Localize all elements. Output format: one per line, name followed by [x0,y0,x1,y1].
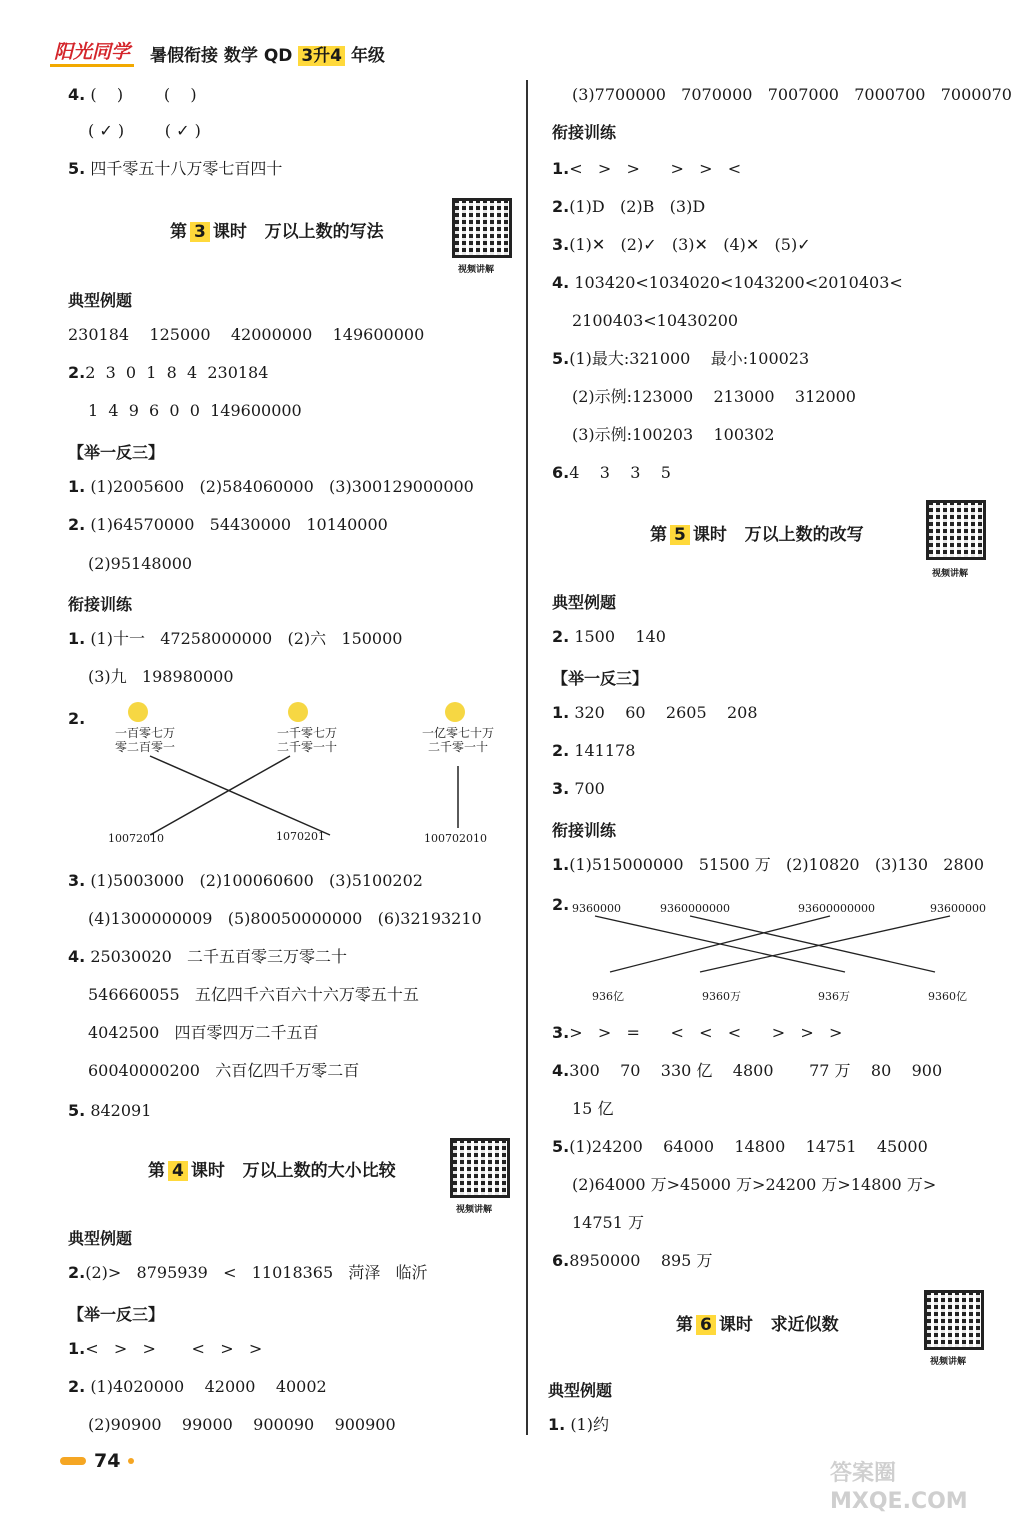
child-avatar-icon [128,702,148,722]
answer-line: 1. (1)十一 47258000000 (2)六 150000 [68,629,403,648]
answer-number: 2. [552,895,570,914]
answer-line: 2. (1)4020000 42000 40002 [68,1377,327,1396]
match-bottom-label: 936亿 [592,990,624,1003]
answer-line: (2)64000 万>45000 万>24200 万>14800 万> [572,1175,937,1194]
answer-line: 2. 141178 [552,741,636,760]
section-heading: 【举一反三】 [68,443,165,462]
match-line [690,916,935,972]
answer-line: 4. 103420<1034020<1043200<2010403< [552,273,903,292]
answer-line: 2.(1)D (2)B (3)D [552,197,706,216]
lesson-3-title: 第 3 课时 万以上数的写法 [170,222,384,242]
answer-line: 230184 125000 42000000 149600000 [68,325,425,344]
column-divider [526,80,528,1435]
header-title: 暑假衔接 数学 QD 3升4 年级 [150,45,385,66]
section-heading: 衔接训练 [552,123,617,142]
answer-line: 4. 25030020 二千五百零三万零二十 [68,947,348,966]
match-line [150,756,290,835]
answer-line: 1.(1)515000000 51500 万 (2)10820 (3)130 2800 [552,855,985,874]
section-heading: 【举一反三】 [68,1305,165,1324]
match-top-label: 93600000 [930,902,986,915]
page-bar-decoration [60,1457,86,1465]
page-number: 74 [60,1450,134,1472]
section-heading: 典型例题 [68,291,133,310]
match-top-label: 一百零七万 零二百零一 [114,726,175,754]
answer-line: (2)示例:123000 213000 312000 [572,387,856,406]
answer-line: 6.4 3 3 5 [552,463,671,482]
answer-line: 2. (1)64570000 54430000 10140000 [68,515,388,534]
answer-line: (2)95148000 [88,554,193,573]
answer-line: 4. ( ) ( ) [68,85,197,104]
answer-line: 1. 320 60 2605 208 [552,703,758,722]
answer-line: (3)示例:100203 100302 [572,425,775,444]
answer-line: (3)7700000 7070000 7007000 7000700 7000070 [572,85,1012,104]
page-dot-decoration [128,1458,134,1464]
qr-label: 视频讲解 [932,569,969,579]
answer-line: (3)九 198980000 [88,667,234,686]
section-heading: 典型例题 [68,1229,133,1248]
answer-line: 2.2 3 0 1 8 4 230184 [68,363,269,382]
match-line [700,916,950,972]
match-bottom-label: 936万 [818,990,850,1003]
qr-code[interactable] [450,1138,510,1198]
match-bottom-label: 10072010 [108,832,164,845]
answer-line: 1.< > > > > < [552,159,742,178]
answer-line: 6.8950000 895 万 [552,1251,713,1270]
qr-code[interactable] [924,1290,984,1350]
answer-line: 15 亿 [572,1099,614,1118]
answer-line: ( ✓ ) ( ✓ ) [88,121,201,140]
answer-line: 5. 842091 [68,1101,152,1120]
answer-line: 2. 1500 140 [552,627,666,646]
match-top-label: 一千零七万 二千零一十 [276,726,337,754]
answer-line: 5.(1)24200 64000 14800 14751 45000 [552,1137,928,1156]
match-line [150,756,330,835]
answer-line: 1 4 9 6 0 0 149600000 [88,401,302,420]
answer-number: 2. [68,709,86,728]
matching-diagram-right [560,890,990,1010]
grade-highlight: 3升4 [298,46,345,66]
qr-label: 视频讲解 [930,1357,967,1367]
brand-logo: 阳光同学 [50,40,134,67]
match-top-label: 93600000000 [798,902,875,915]
answer-line: 5. 四千零五十八万零七百四十 [68,159,283,178]
section-heading: 典型例题 [548,1381,613,1400]
qr-label: 视频讲解 [456,1205,493,1215]
lesson-4-title: 第 4 课时 万以上数的大小比较 [148,1161,396,1181]
answer-line: (2)90900 99000 900090 900900 [88,1415,396,1434]
answer-line: 1. (1)2005600 (2)584060000 (3)300129000000 [68,477,474,496]
answer-line: 3.> > = < < < > > > [552,1023,843,1042]
answer-line: 60040000200 六百亿四千万零二百 [88,1061,360,1080]
answer-line: 546660055 五亿四千六百六十六万零五十五 [88,985,419,1004]
answer-line: (4)1300000009 (5)80050000000 (6)32193210 [88,909,482,928]
watermark: 答案圈 MXQE.COM [830,1461,968,1514]
match-top-label: 一亿零七十万 二千零一十 [421,726,494,754]
page-header [50,36,385,70]
qr-label: 视频讲解 [458,265,495,275]
answer-line: 5.(1)最大:321000 最小:100023 [552,349,810,368]
answer-line: 4.300 70 330 亿 4800 77 万 80 900 [552,1061,943,1080]
match-bottom-label: 1070201 [276,830,325,843]
section-heading: 典型例题 [552,593,617,612]
answer-line: 2100403<10430200 [572,311,739,330]
match-bottom-label: 9360万 [702,990,741,1003]
match-line [610,916,830,972]
answer-line: 3. 700 [552,779,605,798]
section-heading: 衔接训练 [552,821,617,840]
qr-code[interactable] [452,198,512,258]
answer-line: 1.< > > < > > [68,1339,263,1358]
match-top-label: 9360000 [572,902,621,915]
child-avatar-icon [445,702,465,722]
section-heading: 【举一反三】 [552,669,649,688]
match-bottom-label: 100702010 [424,832,487,845]
section-heading: 衔接训练 [68,595,133,614]
lesson-5-title: 第 5 课时 万以上数的改写 [650,525,864,545]
lesson-6-title: 第 6 课时 求近似数 [676,1315,839,1335]
answer-line: 3.(1)✕ (2)✓ (3)✕ (4)✕ (5)✓ [552,235,811,254]
match-top-label: 9360000000 [660,902,730,915]
qr-code[interactable] [926,500,986,560]
answer-line: 1. (1)约 [548,1415,609,1434]
answer-line: 4042500 四百零四万二千五百 [88,1023,319,1042]
match-bottom-label: 9360亿 [928,990,967,1003]
answer-line: 2.(2)> 8795939 < 11018365 菏泽 临沂 [68,1263,428,1282]
answer-line: 14751 万 [572,1213,644,1232]
child-avatar-icon [288,702,308,722]
answer-line: 3. (1)5003000 (2)100060600 (3)5100202 [68,871,423,890]
